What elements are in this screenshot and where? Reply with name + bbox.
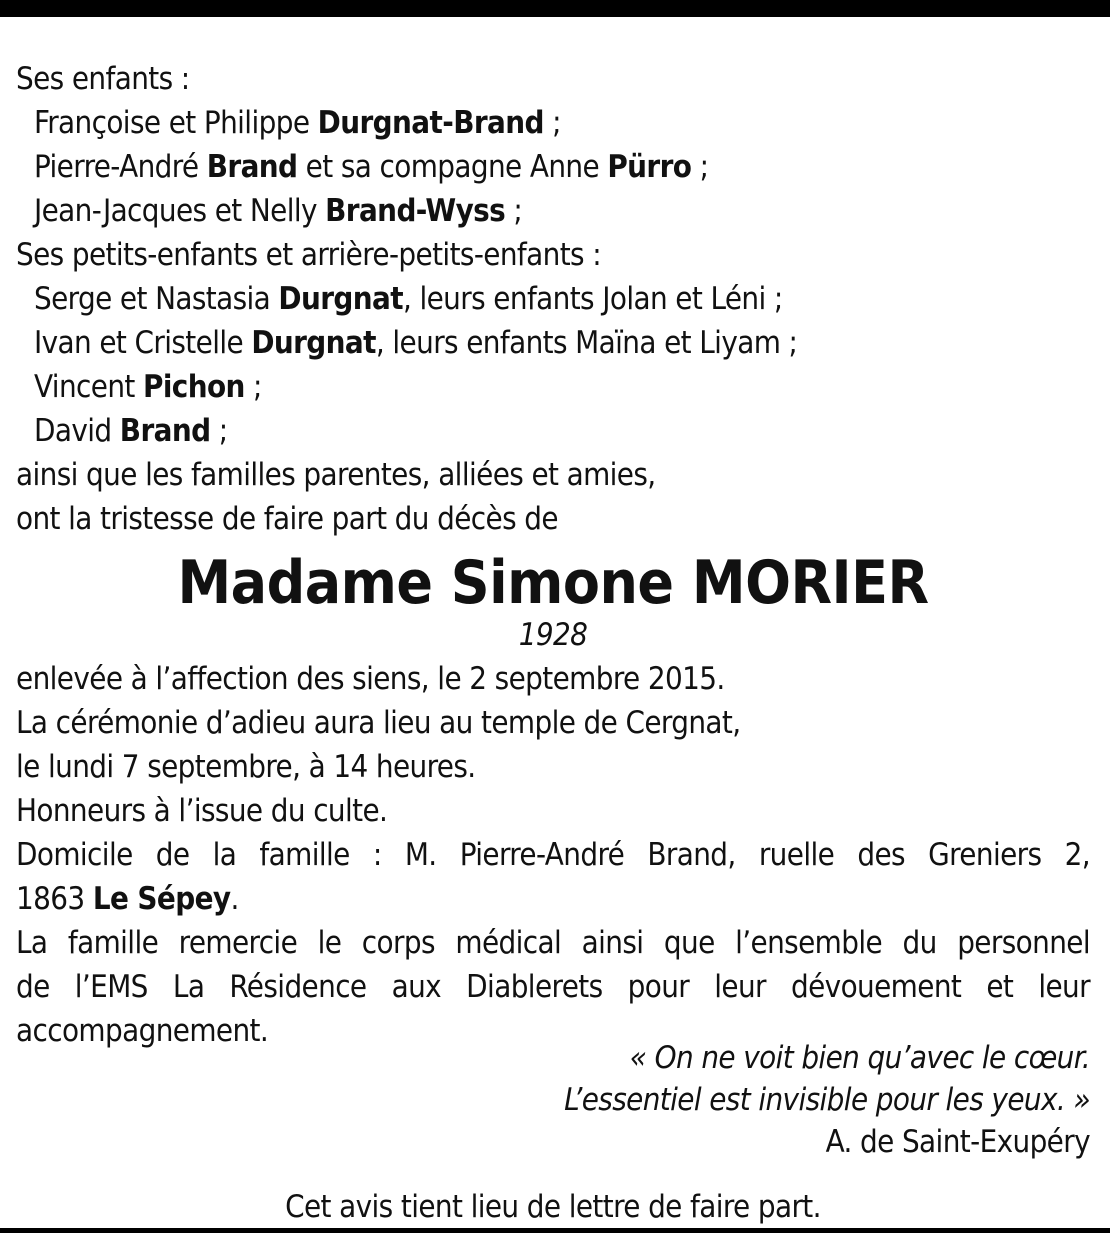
grandchild-entry-2: Ivan et Cristelle Durgnat, leurs enfants Maïna et Liyam ; <box>34 325 798 361</box>
thanks-line-1: La famille remercie le corps médical ainsi que l’ensemble du personnel <box>16 925 1090 961</box>
detail-line-1: enlevée à l’affection des siens, le 2 septembre 2015. <box>16 661 725 697</box>
deceased-name-title: Madame Simone MORIER <box>177 548 929 618</box>
bottom-border-rule <box>0 1228 1110 1233</box>
grandchild-family-name: Durgnat <box>278 281 403 317</box>
detail-line-3: le lundi 7 septembre, à 14 heures. <box>16 749 476 785</box>
obituary-notice <box>16 57 1090 1229</box>
grandchild-entry-1: Serge et Nastasia Durgnat, leurs enfants Jolan et Léni ; <box>34 281 783 317</box>
domicile-place: Le Sépey <box>92 881 231 917</box>
top-border-rule <box>0 0 1110 17</box>
child-entry-2: Pierre-André Brand et sa compagne Anne Pürro ; <box>34 149 709 185</box>
grandchild-family-name: Pichon <box>142 369 245 405</box>
partner-family-name: Pürro <box>607 149 692 185</box>
grandchild-family-name: Brand <box>119 413 211 449</box>
grandchildren-heading: Ses petits-enfants et arrière-petits-enfants : <box>16 237 602 273</box>
grandchild-entry-3: Vincent Pichon ; <box>34 369 262 405</box>
grandchild-entry-4: David Brand ; <box>34 413 228 449</box>
children-heading: Ses enfants : <box>16 61 190 97</box>
thanks-line-2: de l’EMS La Résidence aux Diablerets pour leur dévouement et leur <box>16 969 1090 1005</box>
quote-line-1: « On ne voit bien qu’avec le cœur. <box>629 1040 1090 1076</box>
detail-line-2: La cérémonie d’adieu aura lieu au temple de Cergnat, <box>16 705 741 741</box>
grandchild-family-name: Durgnat <box>251 325 376 361</box>
thanks-line-3: accompagnement. <box>16 1013 269 1049</box>
announce-line: ont la tristesse de faire part du décès de <box>16 501 558 537</box>
child-entry-1: Françoise et Philippe Durgnat-Brand ; <box>34 105 561 141</box>
detail-line-4: Honneurs à l’issue du culte. <box>16 793 388 829</box>
domicile-line-2: 1863 Le Sépey. <box>16 881 239 917</box>
child-family-name: Brand-Wyss <box>325 193 506 229</box>
quote-author: A. de Saint-Exupéry <box>825 1124 1090 1160</box>
footer-note: Cet avis tient lieu de lettre de faire part. <box>285 1189 821 1225</box>
child-family-name: Brand <box>206 149 298 185</box>
families-line: ainsi que les familles parentes, alliées et amies, <box>16 457 656 493</box>
domicile-line-1: Domicile de la famille : M. Pierre-André Brand, ruelle des Greniers 2, <box>16 837 1090 873</box>
child-family-name: Durgnat-Brand <box>317 105 544 141</box>
quote-line-2: L’essentiel est invisible pour les yeux. » <box>564 1082 1090 1118</box>
child-entry-3: Jean-Jacques et Nelly Brand-Wyss ; <box>34 193 523 229</box>
birth-year: 1928 <box>518 617 588 653</box>
